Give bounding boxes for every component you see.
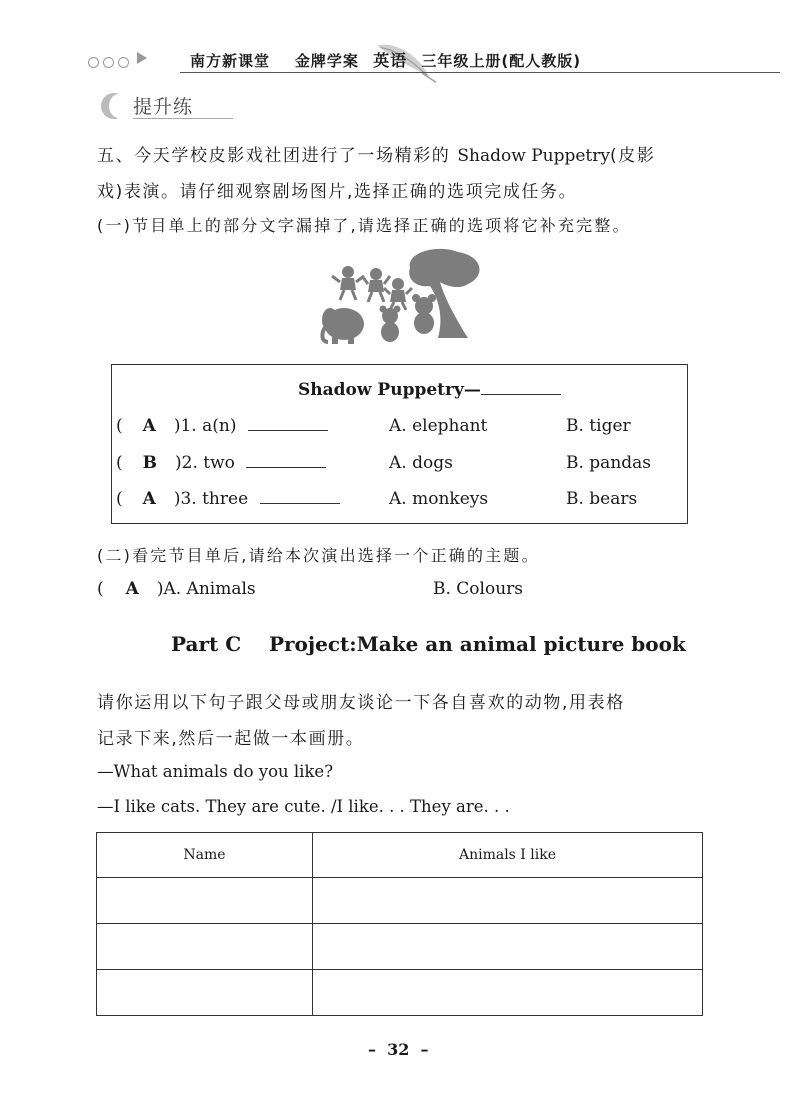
question-5-part-1: (一)节目单上的部分文字漏掉了,请选择正确的选项将它补充完整。 <box>97 216 631 235</box>
program-title: Shadow Puppetry— <box>298 380 561 400</box>
answer-2[interactable]: B <box>142 453 158 473</box>
crescent-icon <box>99 91 129 121</box>
header-play-icon <box>137 52 147 64</box>
program-title-blank[interactable] <box>481 394 561 395</box>
item-1-option-b: B. tiger <box>566 416 631 436</box>
item-1-option-a: A. elephant <box>389 416 488 436</box>
part-c-instruction-2: 记录下来,然后一起做一本画册。 <box>97 729 365 749</box>
header-series: 南方新课堂 <box>190 52 271 70</box>
animals-cell[interactable] <box>313 924 703 970</box>
answer-3[interactable]: A <box>142 489 156 509</box>
item-3-option-b: B. bears <box>566 489 638 509</box>
question-5-line-1: 五、今天学校皮影戏社团进行了一场精彩的 Shadow Puppetry(皮影 <box>97 146 656 166</box>
shadow-puppetry-picture <box>318 246 483 346</box>
table-header-row <box>97 833 703 878</box>
section-title: 提升练 <box>133 96 194 118</box>
blank-1[interactable] <box>248 430 328 431</box>
part-c-instruction-1: 请你运用以下句子跟父母或朋友谈论一下各自喜欢的动物,用表格 <box>97 693 625 713</box>
header-grade: 三年级上册(配人教版) <box>421 52 582 70</box>
header-subject: 英语 <box>373 51 408 70</box>
column-header-animals: Animals I like <box>313 833 703 878</box>
header-book: 金牌学案 <box>294 52 359 70</box>
theme-answer[interactable]: A <box>125 579 139 599</box>
header-dots-icon <box>88 53 133 72</box>
animals-cell[interactable] <box>313 970 703 1016</box>
dialog-line-1: —What animals do you like? <box>97 762 334 781</box>
program-item-3: ( A )3. three <box>116 489 340 509</box>
table-row <box>97 878 703 924</box>
column-header-name: Name <box>97 833 313 878</box>
animals-cell[interactable] <box>313 878 703 924</box>
item-3-option-a: A. monkeys <box>389 489 489 509</box>
part-c-title: Part C Project:Make an animal picture book <box>171 632 686 656</box>
page-number: – 32 – <box>368 1040 429 1059</box>
name-cell[interactable] <box>97 970 313 1016</box>
name-cell[interactable] <box>97 924 313 970</box>
answer-1[interactable]: A <box>142 416 156 436</box>
question-5-part-2: (二)看完节目单后,请给本次演出选择一个正确的主题。 <box>97 546 540 565</box>
animals-record-table <box>96 832 703 1016</box>
section-title-underline <box>133 118 233 119</box>
program-item-2: ( B )2. two <box>116 453 326 473</box>
name-cell[interactable] <box>97 878 313 924</box>
theme-choice: ( A )A. Animals <box>97 579 256 599</box>
item-2-option-b: B. pandas <box>566 453 652 473</box>
blank-2[interactable] <box>246 467 326 468</box>
table-row <box>97 970 703 1016</box>
theme-option-b: B. Colours <box>433 579 524 599</box>
blank-3[interactable] <box>260 503 340 504</box>
table-row <box>97 924 703 970</box>
dialog-line-2: —I like cats. They are cute. /I like. . . They are. . . <box>97 797 510 816</box>
item-2-option-a: A. dogs <box>389 453 453 473</box>
header-divider <box>180 72 780 73</box>
program-item-1: ( A )1. a(n) <box>116 416 328 436</box>
question-5-line-2: 戏)表演。请仔细观察剧场图片,选择正确的选项完成任务。 <box>97 182 578 202</box>
running-header <box>190 48 581 71</box>
